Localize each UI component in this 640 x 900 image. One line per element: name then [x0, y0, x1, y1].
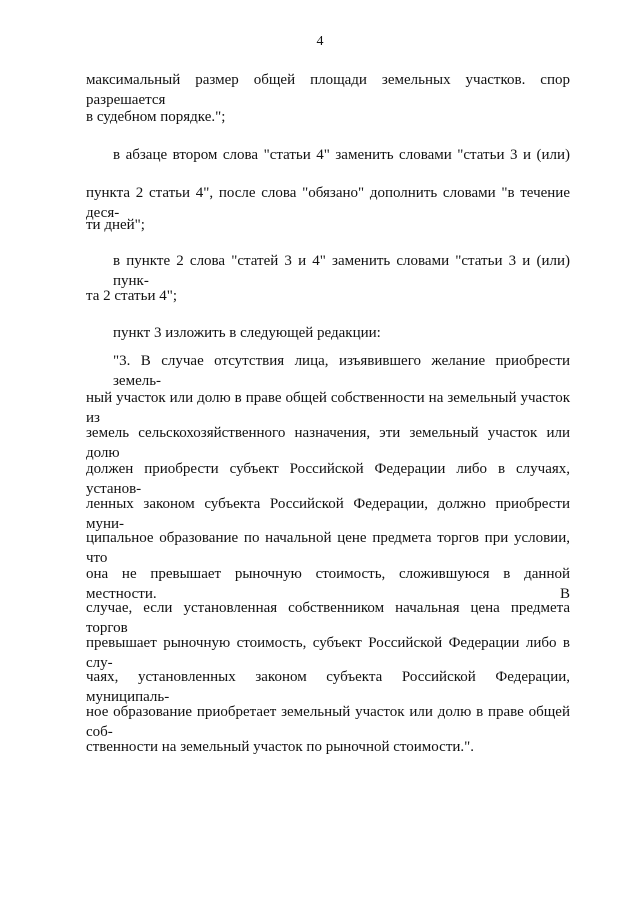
page-number: 4 — [316, 34, 324, 49]
text-line: в судебном порядке."; — [86, 109, 226, 125]
text-line: та 2 статьи 4"; — [86, 288, 178, 304]
text-line: она не превышает рыночную стоимость, сложившуюся в данной местности. В — [86, 566, 570, 602]
text-line: земель сельскохозяйственного назначения, эти земельный участок или долю — [86, 425, 570, 461]
text-line: в абзаце втором слова "статьи 4" заменить словами "статьи 3 и (или) — [113, 147, 570, 163]
text-line: пункт 3 изложить в следующей редакции: — [113, 325, 381, 341]
text-line: максимальный размер общей площади земельных участков. спор разрешается — [86, 72, 570, 108]
text-line: должен приобрести субъект Российской Федерации либо в случаях, установ- — [86, 461, 570, 497]
text-line: ленных законом субъекта Российской Федерации, должно приобрести муни- — [86, 496, 570, 532]
text-line: пункта 2 статьи 4", после слова "обязано" дополнить словами "в течение деся- — [86, 185, 570, 221]
text-line: "3. В случае отсутствия лица, изъявившего желание приобрести земель- — [113, 353, 570, 389]
text-line: превышает рыночную стоимость, субъект Российской Федерации либо в слу- — [86, 635, 570, 671]
text-line: ципальное образование по начальной цене предмета торгов при условии, что — [86, 530, 570, 566]
text-line: случае, если установленная собственником начальная цена предмета торгов — [86, 600, 570, 636]
text-line: чаях, установленных законом субъекта Российской Федерации, муниципаль- — [86, 669, 570, 705]
text-line: в пункте 2 слова "статей 3 и 4" заменить словами "статьи 3 и (или) пунк- — [113, 253, 570, 289]
text-line: ственности на земельный участок по рыночной стоимости.". — [86, 739, 475, 755]
text-line: ное образование приобретает земельный участок или долю в праве общей соб- — [86, 704, 570, 740]
text-line: ный участок или долю в праве общей собственности на земельный участок из — [86, 390, 570, 426]
text-line: ти дней"; — [86, 217, 145, 233]
